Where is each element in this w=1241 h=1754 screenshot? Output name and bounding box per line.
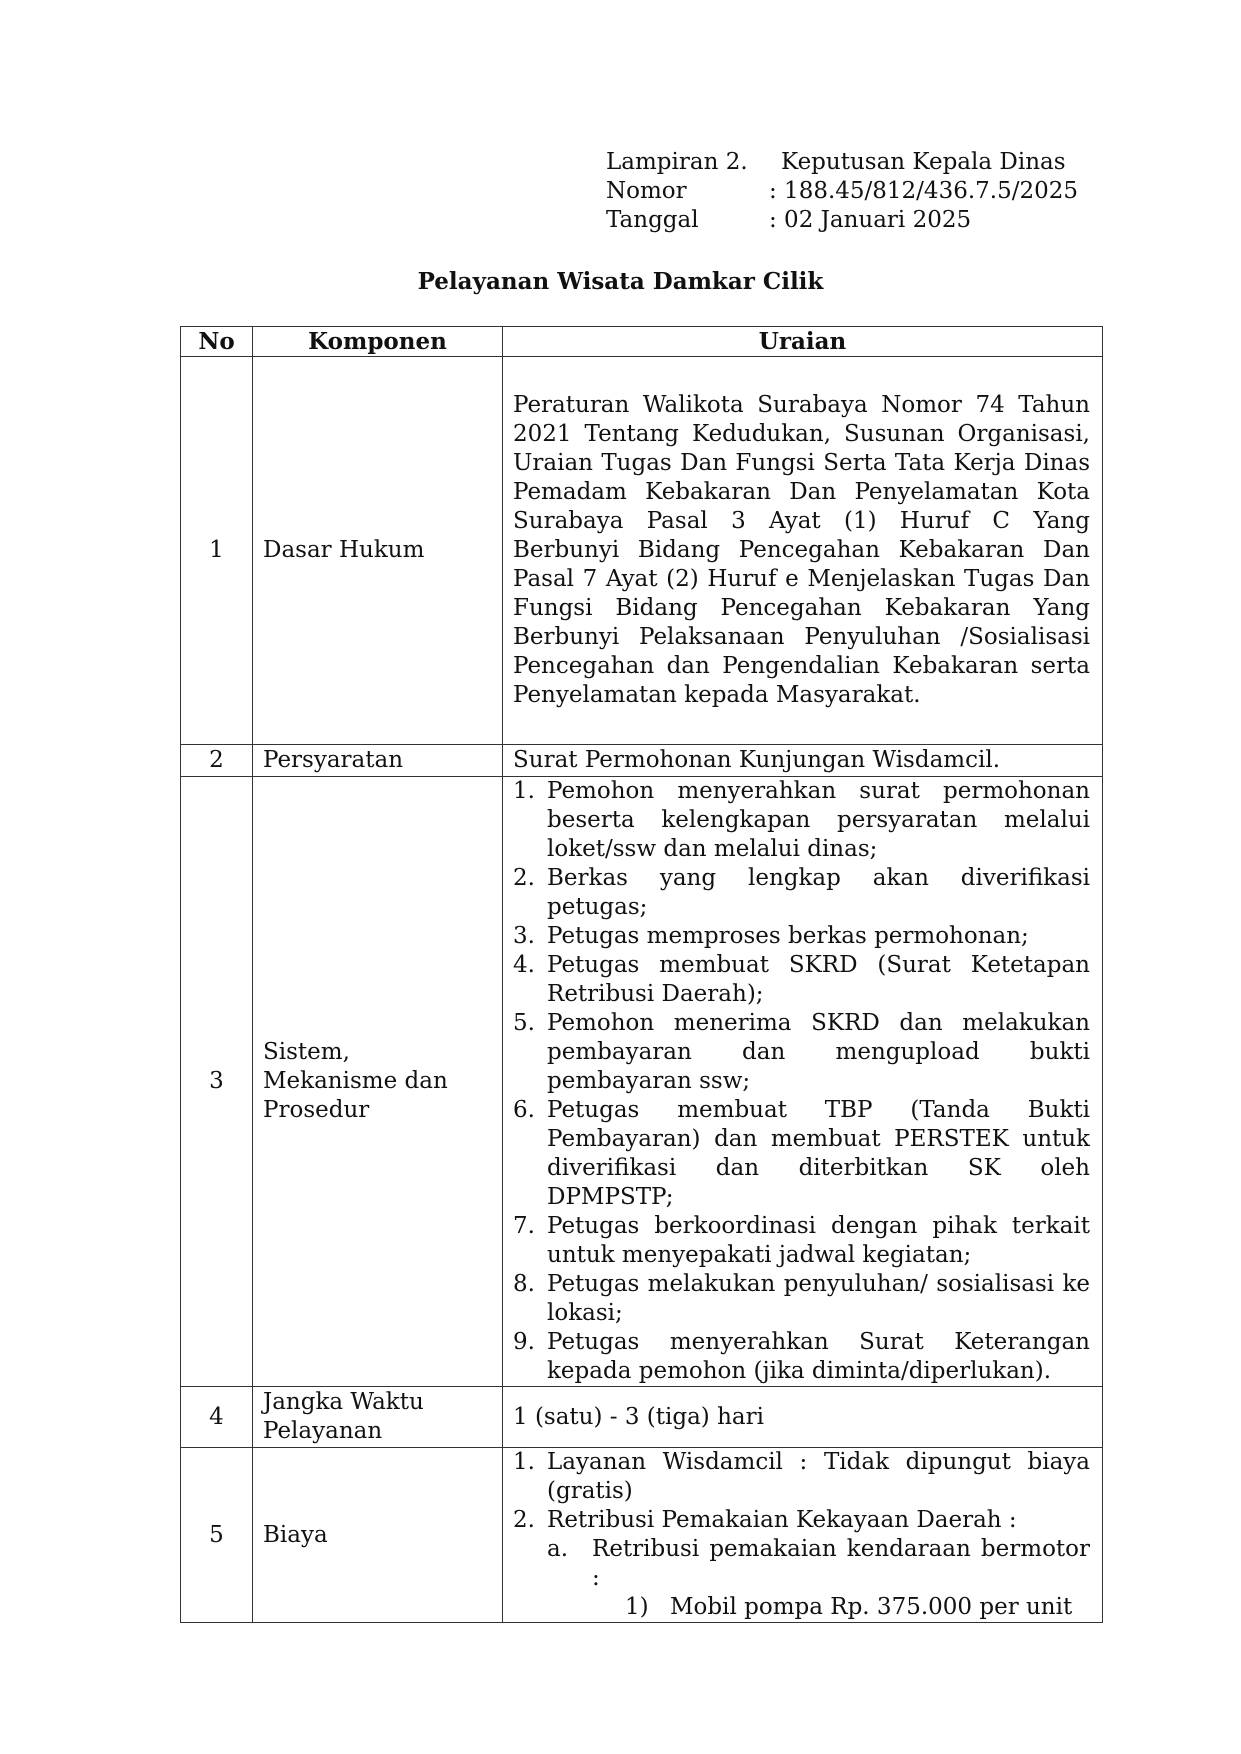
table-row <box>181 1448 1103 1623</box>
list-text: Pemohon menyerahkan surat permohonan beserta kelengkapan persyaratan melalui loket/ssw dan melalui dinas; <box>547 778 1090 862</box>
list-number: 2. <box>513 1507 535 1533</box>
list-number: 9. <box>513 1329 535 1355</box>
lampiran-label: Lampiran 2. <box>606 149 748 175</box>
komponen-line: Mekanisme dan <box>263 1068 448 1094</box>
komponen-line: Prosedur <box>263 1097 370 1123</box>
list-text: Berkas yang lengkap akan diverifikasi petugas; <box>547 865 1090 920</box>
row-no: 1 <box>181 357 253 745</box>
sub-sub-list-text: Mobil pompa Rp. 375.000 per unit <box>670 1594 1073 1620</box>
sub-list-item <box>513 1535 1090 1593</box>
list-text: Petugas berkoordinasi dengan pihak terkait untuk menyepakati jadwal kegiatan; <box>547 1213 1090 1268</box>
list-text: Petugas membuat SKRD (Surat Ketetapan Retribusi Daerah); <box>547 952 1090 1007</box>
row-uraian <box>503 1448 1103 1623</box>
sub-list-text: Retribusi pemakaian kendaraan bermotor : <box>592 1536 1090 1591</box>
list-text: Petugas melakukan penyuluhan/ sosialisasi ke lokasi; <box>547 1271 1090 1326</box>
komponen-line: Sistem, <box>263 1039 350 1065</box>
table-row <box>181 745 1103 777</box>
list-number: 7. <box>513 1213 535 1239</box>
row-komponen: Biaya <box>253 1448 503 1623</box>
row-uraian <box>503 777 1103 1387</box>
list-item <box>513 1448 1090 1506</box>
nomor-value: : 188.45/812/436.7.5/2025 <box>769 178 1079 204</box>
row-uraian: 1 (satu) - 3 (tiga) hari <box>503 1387 1103 1448</box>
list-text: Retribusi Pemakaian Kekayaan Daerah : <box>547 1507 1017 1533</box>
list-item <box>513 1328 1090 1386</box>
row-uraian: Peraturan Walikota Surabaya Nomor 74 Tahun 2021 Tentang Kedudukan, Susunan Organisasi, Uraian Tugas Dan Fungsi Serta Tata Kerja Dinas Pemadam Kebakaran Dan Penyelamatan Kota Surabaya Pasal 3 Ayat (1) Huruf C Yang Berbunyi Bidang Pencegahan Kebakaran Dan Pasal 7 Ayat (2) Huruf e Menjelaskan Tugas Dan Fungsi Bidang Pencegahan Kebakaran Yang Berbunyi Pelaksanaan Penyuluhan /Sosialisasi Pencegahan dan Pengendalian Kebakaran serta Penyelamatan kepada Masyarakat. <box>503 357 1103 745</box>
list-text: Petugas menyerahkan Surat Keterangan kepada pemohon (jika diminta/diperlukan). <box>547 1329 1090 1384</box>
list-text: Petugas memproses berkas permohonan; <box>547 923 1029 949</box>
list-number: 3. <box>513 923 535 949</box>
header-komponen: Komponen <box>253 327 503 357</box>
komponen-line: Pelayanan <box>263 1418 383 1444</box>
list-item <box>513 922 1090 951</box>
row-komponen: Persyaratan <box>253 745 503 777</box>
lampiran-block <box>606 148 1078 235</box>
list-text: Petugas membuat TBP (Tanda Bukti Pembayaran) dan membuat PERSTEK untuk diverifikasi dan diterbitkan SK oleh DPMPSTP; <box>547 1097 1090 1210</box>
komponen-line: Jangka Waktu <box>263 1389 424 1415</box>
sub-sub-list-number: 1) <box>625 1594 649 1620</box>
row-komponen: Dasar Hukum <box>253 357 503 745</box>
header-no: No <box>181 327 253 357</box>
list-number: 1. <box>513 1449 535 1475</box>
row-komponen <box>253 777 503 1387</box>
list-item <box>513 1212 1090 1270</box>
list-item <box>513 1506 1090 1535</box>
list-text: Layanan Wisdamcil : Tidak dipungut biaya (gratis) <box>547 1449 1090 1504</box>
service-table <box>180 326 1103 1623</box>
list-number: 6. <box>513 1097 535 1123</box>
list-number: 4. <box>513 952 535 978</box>
row-no: 5 <box>181 1448 253 1623</box>
table-row <box>181 357 1103 745</box>
tanggal-value: : 02 Januari 2025 <box>769 207 972 233</box>
tanggal-label: Tanggal <box>606 207 699 233</box>
list-item <box>513 1096 1090 1212</box>
list-item <box>513 777 1090 864</box>
header-uraian: Uraian <box>503 327 1103 357</box>
list-number: 1. <box>513 778 535 804</box>
list-item <box>513 1009 1090 1096</box>
sub-sub-list-item <box>513 1593 1090 1622</box>
row-uraian: Surat Permohonan Kunjungan Wisdamcil. <box>503 745 1103 777</box>
nomor-label: Nomor <box>606 178 687 204</box>
row-no: 2 <box>181 745 253 777</box>
table-row <box>181 777 1103 1387</box>
lampiran-value: Keputusan Kepala Dinas <box>781 149 1066 175</box>
document-title: Pelayanan Wisata Damkar Cilik <box>417 268 824 295</box>
list-number: 2. <box>513 865 535 891</box>
list-number: 5. <box>513 1010 535 1036</box>
sub-list-letter: a. <box>547 1536 569 1562</box>
list-item <box>513 864 1090 922</box>
cost-list <box>513 1448 1090 1535</box>
table-row <box>181 1387 1103 1448</box>
list-item <box>513 951 1090 1009</box>
list-text: Pemohon menerima SKRD dan melakukan pembayaran dan mengupload bukti pembayaran ssw; <box>547 1010 1090 1094</box>
table-header-row <box>181 327 1103 357</box>
row-komponen <box>253 1387 503 1448</box>
procedure-list <box>513 777 1090 1386</box>
row-no: 3 <box>181 777 253 1387</box>
list-item <box>513 1270 1090 1328</box>
list-number: 8. <box>513 1271 535 1297</box>
row-no: 4 <box>181 1387 253 1448</box>
